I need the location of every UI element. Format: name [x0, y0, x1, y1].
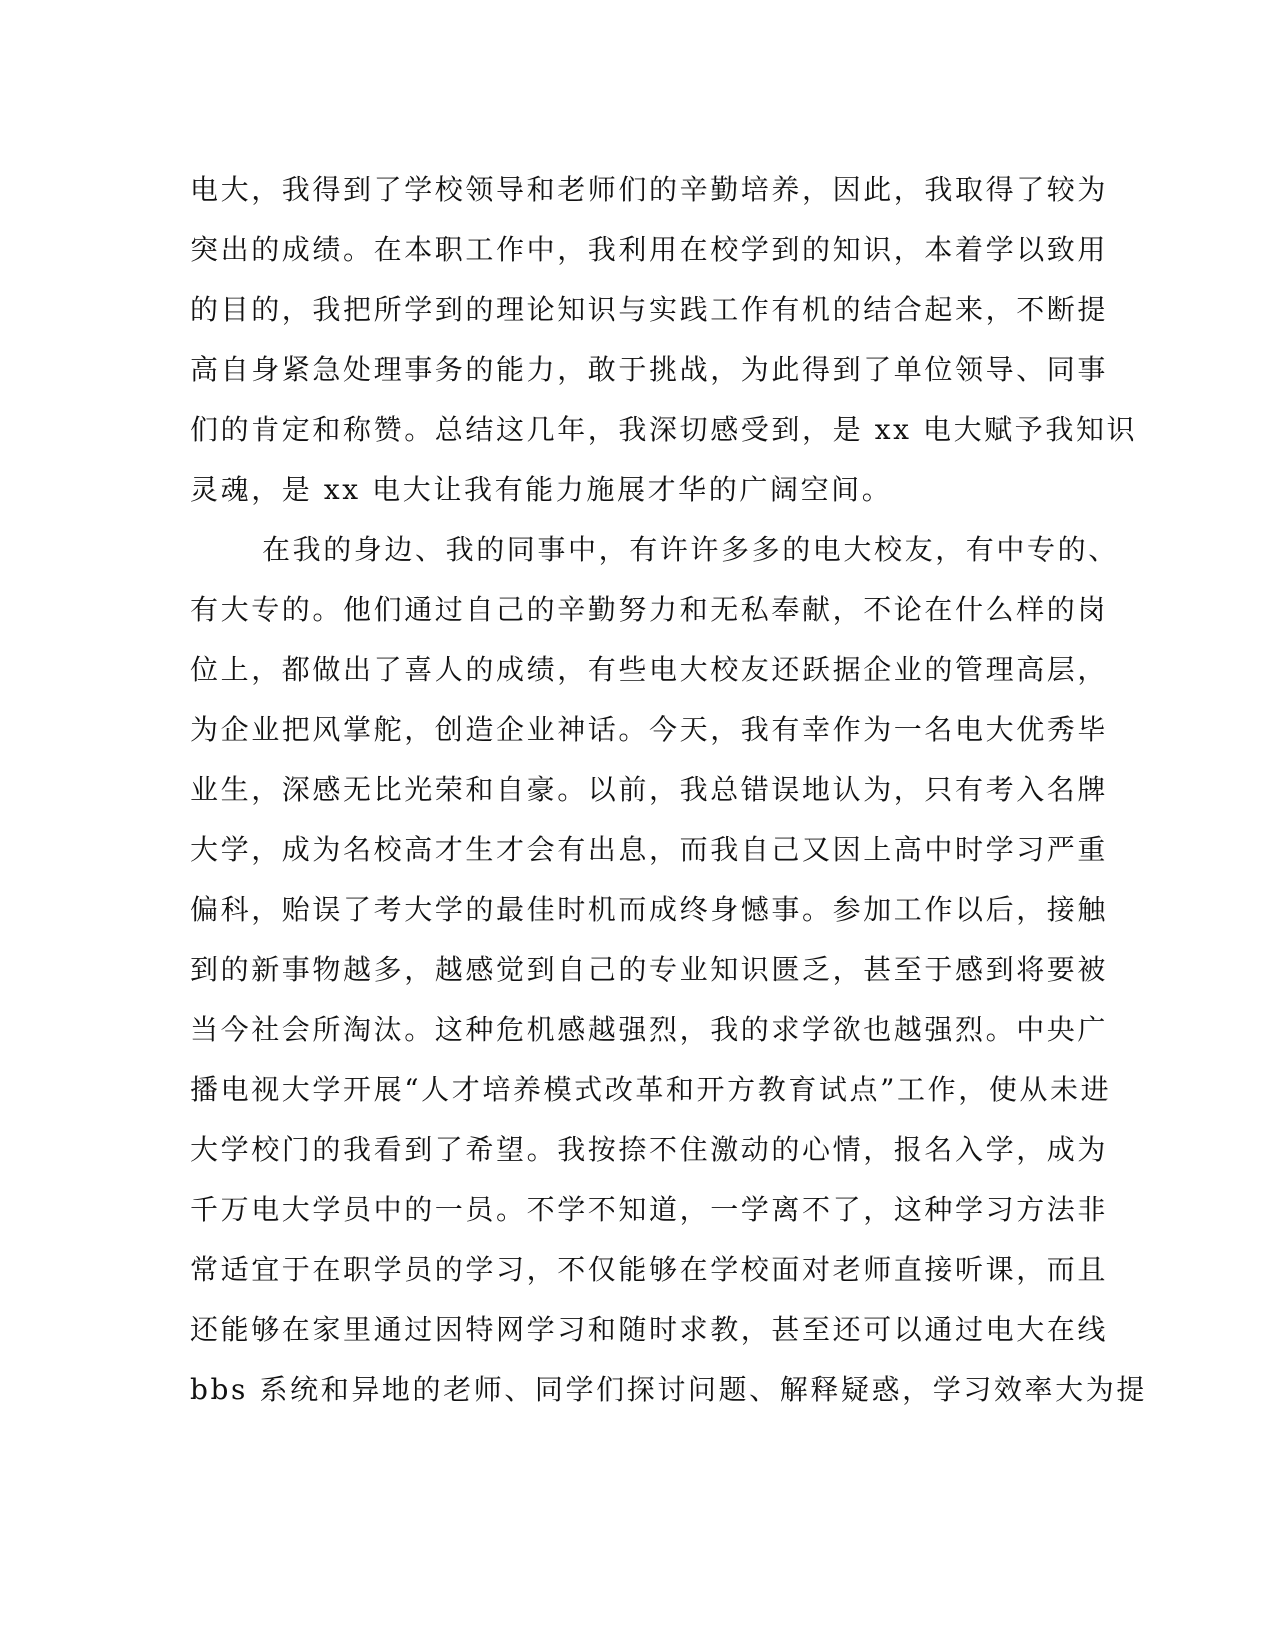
paragraph-line: 高自身紧急处理事务的能力，敢于挑战，为此得到了单位领导、同事 [190, 353, 1109, 386]
paragraph-line: bbs 系统和异地的老师、同学们探讨问题、解释疑惑，学习效率大为提 [190, 1373, 1147, 1406]
paragraph-line: 大学，成为名校高才生才会有出息，而我自己又因上高中时学习严重 [190, 833, 1109, 866]
paragraph-line: 千万电大学员中的一员。不学不知道，一学离不了，这种学习方法非 [190, 1193, 1109, 1226]
paragraph-line: 位上，都做出了喜人的成绩，有些电大校友还跃据企业的管理高层， [190, 653, 1109, 686]
paragraph-line: 在我的身边、我的同事中，有许许多多的电大校友，有中专的、 [262, 533, 1119, 566]
paragraph-1 [190, 160, 1138, 520]
paragraph-line: 到的新事物越多，越感觉到自己的专业知识匮乏，甚至于感到将要被 [190, 953, 1109, 986]
paragraph-line: 常适宜于在职学员的学习，不仅能够在学校面对老师直接听课，而且 [190, 1253, 1109, 1286]
paragraph-line: 大学校门的我看到了希望。我按捺不住激动的心情，报名入学，成为 [190, 1133, 1109, 1166]
paragraph-line: 灵魂，是 xx 电大让我有能力施展才华的广阔空间。 [190, 473, 893, 506]
paragraph-line: 当今社会所淘汰。这种危机感越强烈，我的求学欲也越强烈。中央广 [190, 1013, 1109, 1046]
paragraph-line: 有大专的。他们通过自己的辛勤努力和无私奉献，不论在什么样的岗 [190, 593, 1109, 626]
paragraph-line: 的目的，我把所学到的理论知识与实践工作有机的结合起来，不断提 [190, 293, 1109, 326]
paragraph-line: 电大，我得到了学校领导和老师们的辛勤培养，因此，我取得了较为 [190, 173, 1109, 206]
paragraph-line: 播电视大学开展“人才培养模式改革和开方教育试点”工作，使从未进 [190, 1073, 1112, 1106]
paragraph-line: 偏科，贻误了考大学的最佳时机而成终身憾事。参加工作以后，接触 [190, 893, 1109, 926]
paragraph-2 [190, 520, 1147, 1420]
paragraph-line: 们的肯定和称赞。总结这几年，我深切感受到，是 xx 电大赋予我知识 [190, 413, 1138, 446]
paragraph-line: 还能够在家里通过因特网学习和随时求教，甚至还可以通过电大在线 [190, 1313, 1109, 1346]
paragraph-line: 为企业把风掌舵，创造企业神话。今天，我有幸作为一名电大优秀毕 [190, 713, 1109, 746]
paragraph-line: 突出的成绩。在本职工作中，我利用在校学到的知识，本着学以致用 [190, 233, 1109, 266]
paragraph-line: 业生，深感无比光荣和自豪。以前，我总错误地认为，只有考入名牌 [190, 773, 1109, 806]
